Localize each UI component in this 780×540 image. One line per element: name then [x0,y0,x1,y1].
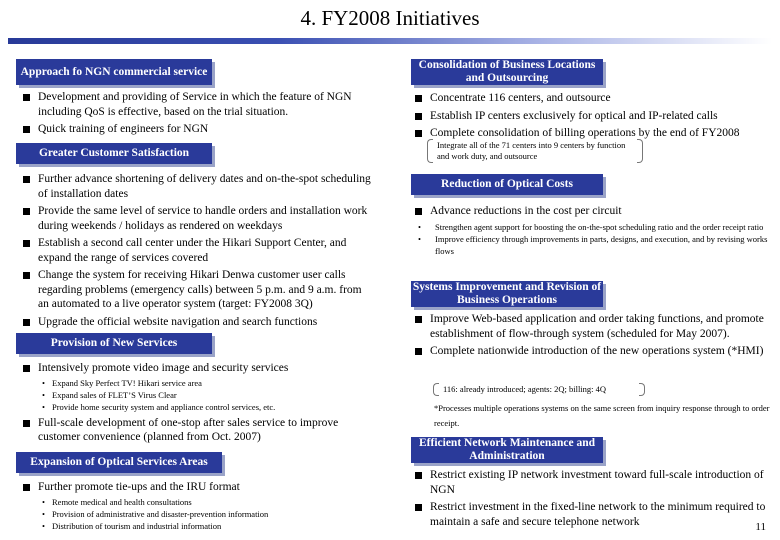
list-item: Change the system for receiving Hikari Denwa customer user calls regarding problems (emergency calls) between 5 p.m. and 9 a.m. from an automated to a live operator system (target: FY2008 3Q) [20,268,372,312]
header-new-services: Provision of New Services [16,333,212,354]
list-item: Quick training of engineers for NGN [20,122,372,137]
list-item: Establish IP centers exclusively for optical and IP-related calls [412,109,772,124]
header-optical-costs: Reduction of Optical Costs [411,174,603,195]
list-item: Establish a second call center under the Hikari Support Center, and expand the range of services covered [20,236,372,265]
sub-item: • Strengthen agent support for boosting the on-the-spot scheduling ratio and the order receipt ratio [412,221,772,233]
list-item: Restrict investment in the fixed-line network to the minimum required to maintain a safe and secure telephone network [412,500,772,529]
expansion-section [20,480,372,535]
consolidation-section [412,91,772,144]
list-item: Restrict existing IP network investment toward full-scale introduction of NGN [412,468,772,497]
sub-item: • Expand sales of FLET’S Virus Clear [38,389,372,401]
satisfaction-section [20,172,372,332]
sub-item: • Improve efficiency through improvements in parts, designs, and execution, and by revising works flows [412,233,772,257]
list-item [20,361,372,413]
header-consolidation: Consolidation of Business Locations and Outsourcing [411,59,603,85]
systems-bracket-note: 116: already introduced; agents: 2Q; billing: 4Q [433,383,645,396]
list-item: Concentrate 116 centers, and outsource [412,91,772,106]
ngn-section [20,90,372,140]
list-item: Upgrade the official website navigation and search functions [20,315,372,330]
list-item-text: Intensively promote video image and security services [38,362,289,374]
list-item [20,480,372,532]
list-item-text: Further promote tie-ups and the IRU format [38,481,240,493]
list-item: Provide the same level of service to handle orders and installation work during weekends / holidays as rendered on weekdays [20,204,372,233]
list-item: Complete nationwide introduction of the new operations system (*HMI) [412,344,772,359]
consolidation-bracket-note: Integrate all of the 71 centers into 9 centers by function and work duty, and outsource [427,139,643,163]
hmi-footnote: *Processes multiple operations systems on the same screen from inquiry response through to order receipt. [434,403,770,428]
title-underline-bar [8,38,772,44]
list-item: Full-scale development of one-stop after sales service to improve customer convenience (planned from Oct. 2007) [20,416,372,445]
header-optical-expansion: Expansion of Optical Services Areas [16,452,222,473]
header-ngn-approach: Approach fo NGN commercial service [16,59,212,85]
header-network-maintenance: Efficient Network Maintenance and Administration [411,437,603,463]
list-item: Improve Web-based application and order taking functions, and promote establishment of flow-through system (scheduled for May 2007). [412,312,772,341]
header-customer-satisfaction: Greater Customer Satisfaction [16,143,212,164]
page-number: 11 [755,521,766,533]
header-systems-improvement: Systems Improvement and Revision of Business Operations [412,281,602,306]
page-title: 4. FY2008 Initiatives [300,6,480,30]
sub-item: • Distribution of tourism and industrial information [38,520,372,532]
list-item: Complete consolidation of billing operations by the end of FY2008 [412,126,772,141]
systems-section [412,312,772,362]
sub-item: • Expand Sky Perfect TV! Hikari service area [38,377,372,389]
sub-item: • Provision of administrative and disaster-prevention information [38,508,372,520]
sub-item: • Provide home security system and appliance control services, etc. [38,401,372,413]
list-item: Advance reductions in the cost per circuit [412,204,772,219]
sub-item: • Remote medical and health consultations [38,496,372,508]
new-services-section [20,361,372,448]
optical-costs-section [412,204,772,259]
list-item: Further advance shortening of delivery dates and on-the-spot scheduling of installation dates [20,172,372,201]
network-section [412,468,772,532]
list-item: Development and providing of Service in which the feature of NGN including QoS is effective, based on the trial situation. [20,90,372,119]
